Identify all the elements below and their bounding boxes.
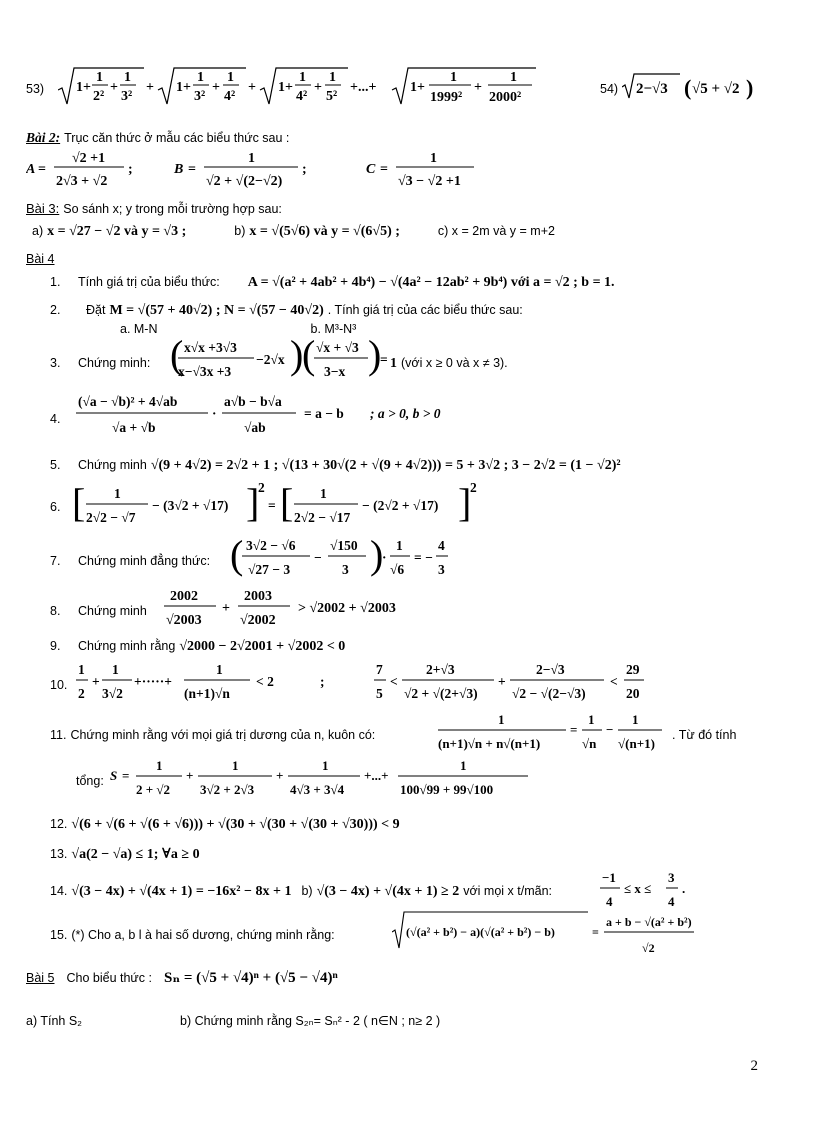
- svg-text:1: 1: [114, 486, 121, 501]
- svg-text:x−√3x +3: x−√3x +3: [178, 364, 232, 379]
- svg-text:(√a − √b)² + 4√ab: (√a − √b)² + 4√ab: [78, 394, 178, 409]
- item-expr: √2000 − 2√2001 + √2002 < 0: [179, 639, 346, 654]
- bai4-item-11-formula: [436, 706, 676, 754]
- problem-53-formula: [58, 64, 548, 108]
- svg-text:−1: −1: [602, 870, 616, 885]
- svg-text:1: 1: [430, 151, 437, 166]
- svg-text:(: (: [684, 75, 692, 100]
- svg-text:2: 2: [470, 480, 477, 495]
- bai4-item-8: [50, 602, 147, 620]
- svg-text:1: 1: [227, 70, 234, 85]
- bai4-item-5: [50, 456, 621, 474]
- svg-text:= a − b: = a − b: [304, 406, 344, 421]
- svg-text:1: 1: [498, 712, 505, 727]
- svg-text:√2 + √(2+√3): √2 + √(2+√3): [404, 686, 478, 701]
- svg-text:·: ·: [382, 550, 387, 565]
- bai4-item-7: [50, 552, 210, 570]
- svg-text:2−√3: 2−√3: [536, 662, 565, 677]
- item-text2: (với x ≥ 0 và x ≠ 3).: [401, 356, 508, 370]
- svg-text:3²: 3²: [194, 89, 206, 104]
- svg-text:√2 + √(2−√2): √2 + √(2−√2): [206, 174, 283, 189]
- svg-text:4: 4: [668, 894, 675, 909]
- svg-text:1: 1: [248, 151, 255, 166]
- bai4-item-9: [50, 637, 345, 655]
- svg-text:<: <: [390, 674, 398, 689]
- bai4-item-14: [50, 882, 552, 900]
- bai3-a-expr: x = √27 − √2 và y = √3 ;: [47, 224, 187, 239]
- svg-text:+...+: +...+: [350, 80, 377, 95]
- bai4-item-10: [50, 676, 74, 694]
- item-text2: . Từ đó tính: [672, 728, 737, 742]
- svg-text:√2002: √2002: [240, 613, 276, 628]
- svg-text:1: 1: [216, 662, 223, 677]
- svg-text:+: +: [92, 674, 100, 689]
- svg-text:1: 1: [78, 662, 85, 677]
- bai3-a-label: a): [32, 224, 44, 238]
- bai4-item-3-formula: [170, 334, 392, 386]
- bai4-item-12: [50, 815, 400, 833]
- svg-text:;: ;: [128, 162, 133, 177]
- svg-text:1: 1: [329, 70, 336, 85]
- svg-text:100√99 + 99√100: 100√99 + 99√100: [400, 782, 494, 797]
- svg-text:(: (: [302, 334, 316, 377]
- svg-text:≤ x ≤: ≤ x ≤: [624, 881, 652, 896]
- svg-text:C: C: [366, 162, 376, 177]
- svg-text:2√2 − √7: 2√2 − √7: [86, 510, 136, 525]
- problem-53-label: 53): [26, 82, 45, 96]
- svg-text:+: +: [248, 80, 256, 95]
- svg-text:4: 4: [438, 538, 445, 553]
- svg-text:= −: = −: [414, 550, 433, 565]
- bai3-instruction: So sánh x; y trong mỗi trường hợp sau:: [63, 202, 282, 216]
- bai4-item-11-sum-formula: [110, 752, 540, 800]
- bai4-item-11-sum-label: [76, 772, 104, 790]
- bai3-b-label: b): [234, 224, 246, 238]
- bai4-item-3: [50, 354, 150, 372]
- svg-text:4√3 + 3√4: 4√3 + 3√4: [290, 782, 345, 797]
- svg-text:3√2: 3√2: [102, 686, 123, 701]
- svg-text:1: 1: [320, 486, 327, 501]
- svg-text:1: 1: [197, 70, 204, 85]
- svg-text:20: 20: [626, 686, 640, 701]
- item-number: 14.: [50, 884, 68, 898]
- svg-text:2000²: 2000²: [489, 90, 522, 105]
- svg-text:1999²: 1999²: [430, 90, 463, 105]
- svg-text:x√x +3√3: x√x +3√3: [184, 340, 237, 355]
- svg-text:1+: 1+: [410, 80, 425, 95]
- svg-text:): ): [746, 75, 754, 100]
- svg-text:1: 1: [96, 70, 103, 85]
- svg-text:·: ·: [212, 406, 217, 421]
- item-expr: √(3 − 4x) + √(4x + 1) = −16x² − 8x + 1: [71, 884, 292, 899]
- svg-text:3−x: 3−x: [324, 364, 346, 379]
- svg-text:): ): [370, 532, 384, 577]
- svg-text:−: −: [606, 722, 614, 737]
- svg-text:(: (: [230, 532, 244, 577]
- bai3-heading: [26, 200, 282, 218]
- svg-text:−: −: [314, 550, 322, 565]
- item-number: 10.: [50, 678, 68, 692]
- sub-a: a. M-N: [120, 322, 158, 336]
- item-expr: √(6 + √(6 + √(6 + √6))) + √(30 + √(30 + √(30 + √30))) < 9: [71, 817, 400, 832]
- svg-text:4²: 4²: [296, 89, 308, 104]
- svg-text:− (2√2 + √17): − (2√2 + √17): [362, 498, 439, 513]
- svg-text:2 + √2: 2 + √2: [136, 782, 171, 797]
- svg-text:√(n+1): √(n+1): [618, 736, 655, 751]
- svg-text:√n: √n: [582, 736, 597, 751]
- item-number: 13.: [50, 847, 68, 861]
- svg-text:a√b − b√a: a√b − b√a: [224, 394, 282, 409]
- svg-text:√2 − √(2−√3): √2 − √(2−√3): [512, 686, 586, 701]
- svg-text:√27 − 3: √27 − 3: [248, 562, 291, 577]
- svg-text:> √2002 + √2003: > √2002 + √2003: [298, 601, 396, 616]
- svg-text:3√2 − √6: 3√2 − √6: [246, 538, 296, 553]
- svg-text:A: A: [26, 162, 36, 177]
- svg-text:]: ]: [246, 480, 260, 525]
- item-text3: tổng:: [76, 774, 104, 788]
- item-text: (*) Cho a, b l à hai số dương, chứng minh rằng:: [71, 928, 335, 942]
- bai3-b-expr: x = √(5√6) và y = √(6√5) ;: [249, 224, 400, 239]
- svg-text:5: 5: [376, 686, 383, 701]
- svg-text:+: +: [146, 80, 154, 95]
- svg-text:2√2 − √17: 2√2 − √17: [294, 510, 351, 525]
- svg-text:(: (: [170, 334, 184, 377]
- item-expr: M = √(57 + 40√2) ; N = √(57 − 40√2): [109, 303, 324, 318]
- svg-text:29: 29: [626, 662, 640, 677]
- bai5-expr: Sₙ = (√5 + √4)ⁿ + (√5 − √4)ⁿ: [164, 970, 338, 986]
- item-text: Chứng minh: [78, 458, 147, 472]
- svg-text:√6: √6: [390, 562, 405, 577]
- svg-text:=: =: [380, 352, 388, 367]
- bai4-item-2: [50, 301, 523, 319]
- item-text3: với mọi x t/mãn:: [463, 884, 552, 898]
- bai4-item-4-formula: [74, 386, 454, 440]
- item-expr2: √(3 − 4x) + √(4x + 1) ≥ 2: [316, 884, 460, 899]
- bai4-title: Bài 4: [26, 252, 55, 266]
- item-text: Chứng minh rằng với mọi giá trị dương của n, kuôn có:: [70, 728, 376, 742]
- svg-text:+: +: [276, 768, 284, 783]
- item-number: 2.: [50, 303, 61, 317]
- svg-text:2002: 2002: [170, 589, 198, 604]
- svg-text:1: 1: [460, 758, 467, 773]
- svg-text:1: 1: [156, 758, 163, 773]
- svg-text:3√2 + 2√3: 3√2 + 2√3: [200, 782, 255, 797]
- item-number: 15.: [50, 928, 68, 942]
- svg-text:3: 3: [342, 562, 349, 577]
- item-text: Đặt: [86, 303, 106, 317]
- svg-text:√a + √b: √a + √b: [112, 420, 156, 435]
- svg-text:+...+: +...+: [364, 768, 389, 783]
- item-text: Chứng minh đẳng thức:: [78, 554, 211, 568]
- svg-text:(n+1)√n: (n+1)√n: [184, 686, 230, 701]
- svg-text:1: 1: [510, 70, 517, 85]
- bai4-item-6: [50, 498, 74, 516]
- svg-text:S: S: [110, 768, 118, 783]
- svg-text:3²: 3²: [121, 89, 133, 104]
- bai4-item-6-formula: [72, 478, 492, 530]
- svg-text:4²: 4²: [224, 89, 236, 104]
- svg-text:+·····+: +·····+: [134, 674, 172, 689]
- bai4-item-8-formula: [160, 582, 440, 630]
- item-number: 3.: [50, 356, 61, 370]
- item-number: 9.: [50, 639, 61, 653]
- svg-text:1: 1: [299, 70, 306, 85]
- bai5-title: Bài 5: [26, 971, 55, 985]
- svg-text:+: +: [212, 80, 220, 95]
- svg-text:=: =: [380, 162, 388, 177]
- svg-text:1: 1: [124, 70, 131, 85]
- svg-text:+: +: [186, 768, 194, 783]
- svg-text:=: =: [268, 498, 276, 513]
- svg-text:√3 − √2 +1: √3 − √2 +1: [398, 174, 461, 189]
- problem-54-formula: [622, 70, 762, 104]
- svg-text:+: +: [498, 674, 506, 689]
- bai3-title: Bài 3:: [26, 201, 60, 216]
- svg-text:(√(a² + b²) − a)(√(a² + b²) −: (√(a² + b²) − a)(√(a² + b²) − b): [406, 925, 555, 939]
- svg-text:1+: 1+: [176, 80, 191, 95]
- sub-b: b. M³-N³: [310, 322, 357, 336]
- bai4-item-3-tail: 1 (với x ≥ 0 và x ≠ 3).: [390, 356, 508, 371]
- svg-text:1: 1: [232, 758, 239, 773]
- problem-54: [600, 80, 618, 98]
- item-text: Chứng minh:: [78, 356, 151, 370]
- item-expr: √a(2 − √a) ≤ 1; ∀a ≥ 0: [71, 847, 200, 862]
- svg-text:√x + √3: √x + √3: [316, 340, 359, 355]
- svg-text:7: 7: [376, 662, 383, 677]
- svg-text:]: ]: [458, 480, 472, 525]
- svg-text:1: 1: [450, 70, 457, 85]
- svg-text:3: 3: [668, 870, 675, 885]
- item-text2: b): [301, 884, 313, 898]
- svg-text:√2 +1: √2 +1: [72, 151, 106, 166]
- item-number: 4.: [50, 412, 61, 426]
- item-expr: A = √(a² + 4ab² + 4b⁴) − √(4a² − 12ab² + 9b⁴) với a = √2 ; b = 1.: [247, 275, 615, 290]
- bai4-item-11-tail: [672, 726, 736, 744]
- item-text: Chứng minh rằng: [78, 639, 176, 653]
- svg-text:√2003: √2003: [166, 613, 202, 628]
- svg-text:;: ;: [302, 162, 307, 177]
- bai4-item-11: [50, 726, 375, 744]
- svg-text:4: 4: [606, 894, 613, 909]
- bai2-instruction: Trục căn thức ở mẫu các biểu thức sau :: [64, 131, 290, 145]
- svg-text:;: ;: [320, 674, 325, 689]
- svg-text:2√3 + √2: 2√3 + √2: [56, 174, 108, 189]
- svg-text:1: 1: [112, 662, 119, 677]
- svg-text:2: 2: [78, 686, 85, 701]
- svg-text:2²: 2²: [93, 89, 105, 104]
- svg-text:.: .: [682, 881, 686, 896]
- svg-text:+: +: [474, 80, 482, 95]
- bai4-item-15-formula: [392, 908, 696, 960]
- bai4-item-15: [50, 926, 335, 944]
- problem-53: [26, 80, 44, 98]
- svg-text:B: B: [174, 162, 184, 177]
- page-number: 2: [750, 1058, 758, 1074]
- bai4-item-10-formula: [74, 656, 654, 706]
- bai3-c-text: c) x = 2m và y = m+2: [437, 224, 555, 238]
- bai4-item-4: [50, 410, 74, 428]
- svg-text:[: [: [72, 480, 86, 525]
- item-number: 12.: [50, 817, 68, 831]
- svg-text:[: [: [280, 480, 294, 525]
- svg-text:2+√3: 2+√3: [426, 662, 455, 677]
- svg-text:−2√x: −2√x: [256, 352, 285, 367]
- svg-text:1: 1: [588, 712, 595, 727]
- bai5-a: a) Tính S₂: [26, 1014, 83, 1028]
- svg-text:2003: 2003: [244, 589, 272, 604]
- svg-text:2: 2: [258, 480, 265, 495]
- svg-text:+: +: [314, 80, 322, 95]
- bai4-heading: [26, 250, 55, 268]
- bai5-text: Cho biểu thức :: [66, 971, 152, 985]
- item-number: 6.: [50, 500, 61, 514]
- bai5-heading: [26, 968, 338, 987]
- svg-text:(n+1)√n + n√(n+1): (n+1)√n + n√(n+1): [438, 736, 541, 751]
- item-text2: . Tính giá trị của các biểu thức sau:: [327, 303, 523, 317]
- svg-text:=: =: [38, 162, 46, 177]
- svg-text:1: 1: [322, 758, 329, 773]
- bai2-title: Bài 2:: [26, 130, 61, 145]
- problem-54-label: 54): [600, 82, 619, 96]
- item-number: 11.: [50, 728, 67, 742]
- svg-text:< 2: < 2: [256, 674, 274, 689]
- svg-text:√5 + √2: √5 + √2: [692, 81, 740, 97]
- item-number: 8.: [50, 604, 61, 618]
- svg-text:5²: 5²: [326, 89, 338, 104]
- bai2-heading: [26, 129, 289, 147]
- svg-text:<: <: [610, 674, 618, 689]
- svg-text:√2: √2: [642, 941, 655, 955]
- svg-text:; a > 0, b > 0: ; a > 0, b > 0: [370, 406, 441, 421]
- bai5-parts: [26, 1012, 440, 1030]
- svg-text:2−√3: 2−√3: [636, 81, 668, 97]
- svg-text:+: +: [222, 601, 230, 616]
- bai2-formulas: [26, 146, 496, 192]
- svg-text:1+: 1+: [76, 80, 91, 95]
- svg-text:=: =: [570, 722, 578, 737]
- svg-text:+: +: [110, 80, 118, 95]
- bai3-parts: [32, 222, 555, 240]
- bai4-item-14-range: [600, 866, 690, 912]
- svg-text:√ab: √ab: [244, 420, 266, 435]
- svg-text:): ): [368, 334, 382, 377]
- svg-text:− (3√2 + √17): − (3√2 + √17): [152, 498, 229, 513]
- svg-text:a + b − √(a² + b²): a + b − √(a² + b²): [606, 915, 692, 929]
- svg-text:1: 1: [632, 712, 639, 727]
- svg-text:=: =: [592, 925, 599, 939]
- svg-text:1+: 1+: [278, 80, 293, 95]
- svg-text:=: =: [188, 162, 196, 177]
- item-number: 5.: [50, 458, 61, 472]
- item-text: Chứng minh: [78, 604, 147, 618]
- bai4-item-7-formula: [230, 532, 450, 584]
- svg-text:=: =: [122, 768, 130, 783]
- item-number: 7.: [50, 554, 61, 568]
- bai4-item-13: [50, 845, 200, 863]
- item-text: Tính giá trị của biểu thức:: [78, 275, 220, 289]
- bai4-item-1: [50, 273, 615, 291]
- svg-text:√150: √150: [330, 538, 358, 553]
- bai5-b: b) Chứng minh rằng S₂ₙ= Sₙ² - 2 ( n∈N ; n≥ 2 ): [180, 1014, 441, 1028]
- svg-text:): ): [290, 334, 304, 377]
- item-number: 1.: [50, 275, 61, 289]
- item-expr: √(9 + 4√2) = 2√2 + 1 ; √(13 + 30√(2 + √(9 + 4√2))) = 5 + 3√2 ; 3 − 2√2 = (1 − √2)²: [150, 458, 621, 473]
- svg-text:1: 1: [396, 538, 403, 553]
- svg-text:3: 3: [438, 562, 445, 577]
